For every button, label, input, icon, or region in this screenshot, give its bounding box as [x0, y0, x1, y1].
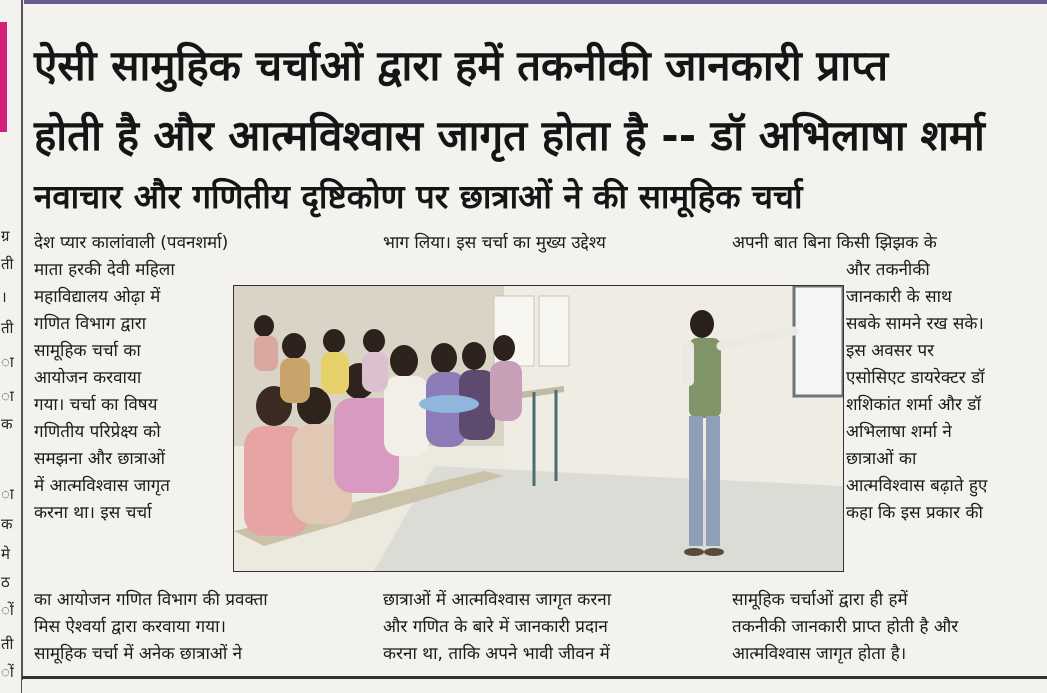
text-line: जानकारी के साथ [846, 287, 952, 307]
text-line: आयोजन करवाया [34, 368, 142, 388]
fragment-text: ती [1, 635, 14, 653]
fragment-text: । [1, 288, 7, 306]
article-column-3-side [846, 257, 1044, 527]
fragment-text: ती [1, 255, 14, 273]
article-column-2-bottom [383, 587, 713, 668]
text-line: छात्राओं में आत्मविश्वास जागृत करना [383, 590, 612, 610]
headline-line-2: होती है और आत्मविश्वास जागृत होता है -- डॉ अभिलाषा शर्मा [34, 111, 985, 160]
fragment-text: ग्र [1, 227, 10, 245]
fragment-text: ठ [1, 573, 10, 591]
text-line: एसोसिएट डायरेक्टर डॉ [846, 368, 985, 388]
text-line: गणितीय परिप्रेक्ष्य को [34, 422, 161, 442]
article-column-1-bottom [34, 587, 364, 668]
text-line: सामूहिक चर्चा का [34, 341, 141, 361]
text-line: का आयोजन गणित विभाग की प्रवक्ता [34, 590, 268, 610]
text-line: माता हरकी देवी महिला [34, 260, 175, 280]
fragment-text: ों [1, 663, 14, 681]
headline-line-1: ऐसी सामुहिक चर्चाओं द्वारा हमें तकनीकी जानकारी प्राप्त [34, 41, 889, 90]
text-line: महाविद्यालय ओढ़ा में [34, 287, 161, 307]
text-line: कहा कि इस प्रकार की [846, 503, 983, 523]
text-line: समझना और छात्राओं [34, 449, 165, 469]
text-line: अभिलाषा शर्मा ने [846, 422, 952, 442]
classroom-photo-illustration [234, 286, 843, 571]
text-line: भाग लिया। इस चर्चा का मुख्य उद्देश्य [383, 233, 606, 253]
top-rule [24, 0, 1047, 4]
text-line: और गणित के बारे में जानकारी प्रदान [383, 617, 608, 637]
text-line: करना था, ताकि अपने भावी जीवन में [383, 644, 610, 664]
next-article-clipped-edge [22, 680, 1047, 693]
text-line: इस अवसर पर [846, 341, 935, 361]
article-column-1 [34, 230, 230, 527]
text-line: छात्राओं का [846, 449, 917, 469]
text-line: में आत्मविश्वास जागृत [34, 476, 170, 496]
text-line: अपनी बात बिना किसी झिझक के [732, 233, 937, 253]
text-line: शशिकांत शर्मा और डॉ [846, 395, 981, 415]
adjacent-column-fragment [0, 0, 22, 693]
text-line: मिस ऐश्वर्या द्वारा करवाया गया। [34, 617, 226, 637]
article-column-2-top [383, 230, 713, 257]
fragment-text: मे [1, 545, 10, 563]
text-line: आत्मविश्वास बढ़ाते हुए [846, 476, 988, 496]
subheadline: नवाचार और गणितीय दृष्टिकोण पर छात्राओं ने की सामूहिक चर्चा [34, 177, 803, 216]
text-line: और तकनीकी [846, 260, 930, 280]
article-column-3-bottom [732, 587, 1044, 668]
text-line: तकनीकी जानकारी प्राप्त होती है और [732, 617, 959, 637]
text-line: गणित विभाग द्वारा [34, 314, 147, 334]
text-line: आत्मविश्वास जागृत होता है। [732, 644, 907, 664]
fragment-text: क [1, 515, 13, 533]
classroom-photo [233, 285, 844, 572]
text-line: सबके सामने रख सके। [846, 314, 984, 334]
fragment-text: क [1, 415, 13, 433]
column-rule [21, 0, 23, 693]
pink-accent-bar [0, 22, 7, 132]
bottom-rule [22, 676, 1047, 679]
text-line: सामूहिक चर्चा में अनेक छात्राओं ने [34, 644, 243, 664]
text-line: करना था। इस चर्चा [34, 503, 152, 523]
fragment-text: ा [1, 353, 14, 371]
text-line: गया। चर्चा का विषय [34, 395, 158, 415]
fragment-text: ों [1, 601, 14, 619]
article-column-3-top [732, 230, 1044, 257]
fragment-text: ा [1, 485, 14, 503]
fragment-text: ा [1, 387, 14, 405]
text-line: सामूहिक चर्चाओं द्वारा ही हमें [732, 590, 908, 610]
fragment-text: ती [1, 319, 14, 337]
text-line: देश प्यार कालांवाली (पवनशर्मा) [34, 233, 229, 253]
